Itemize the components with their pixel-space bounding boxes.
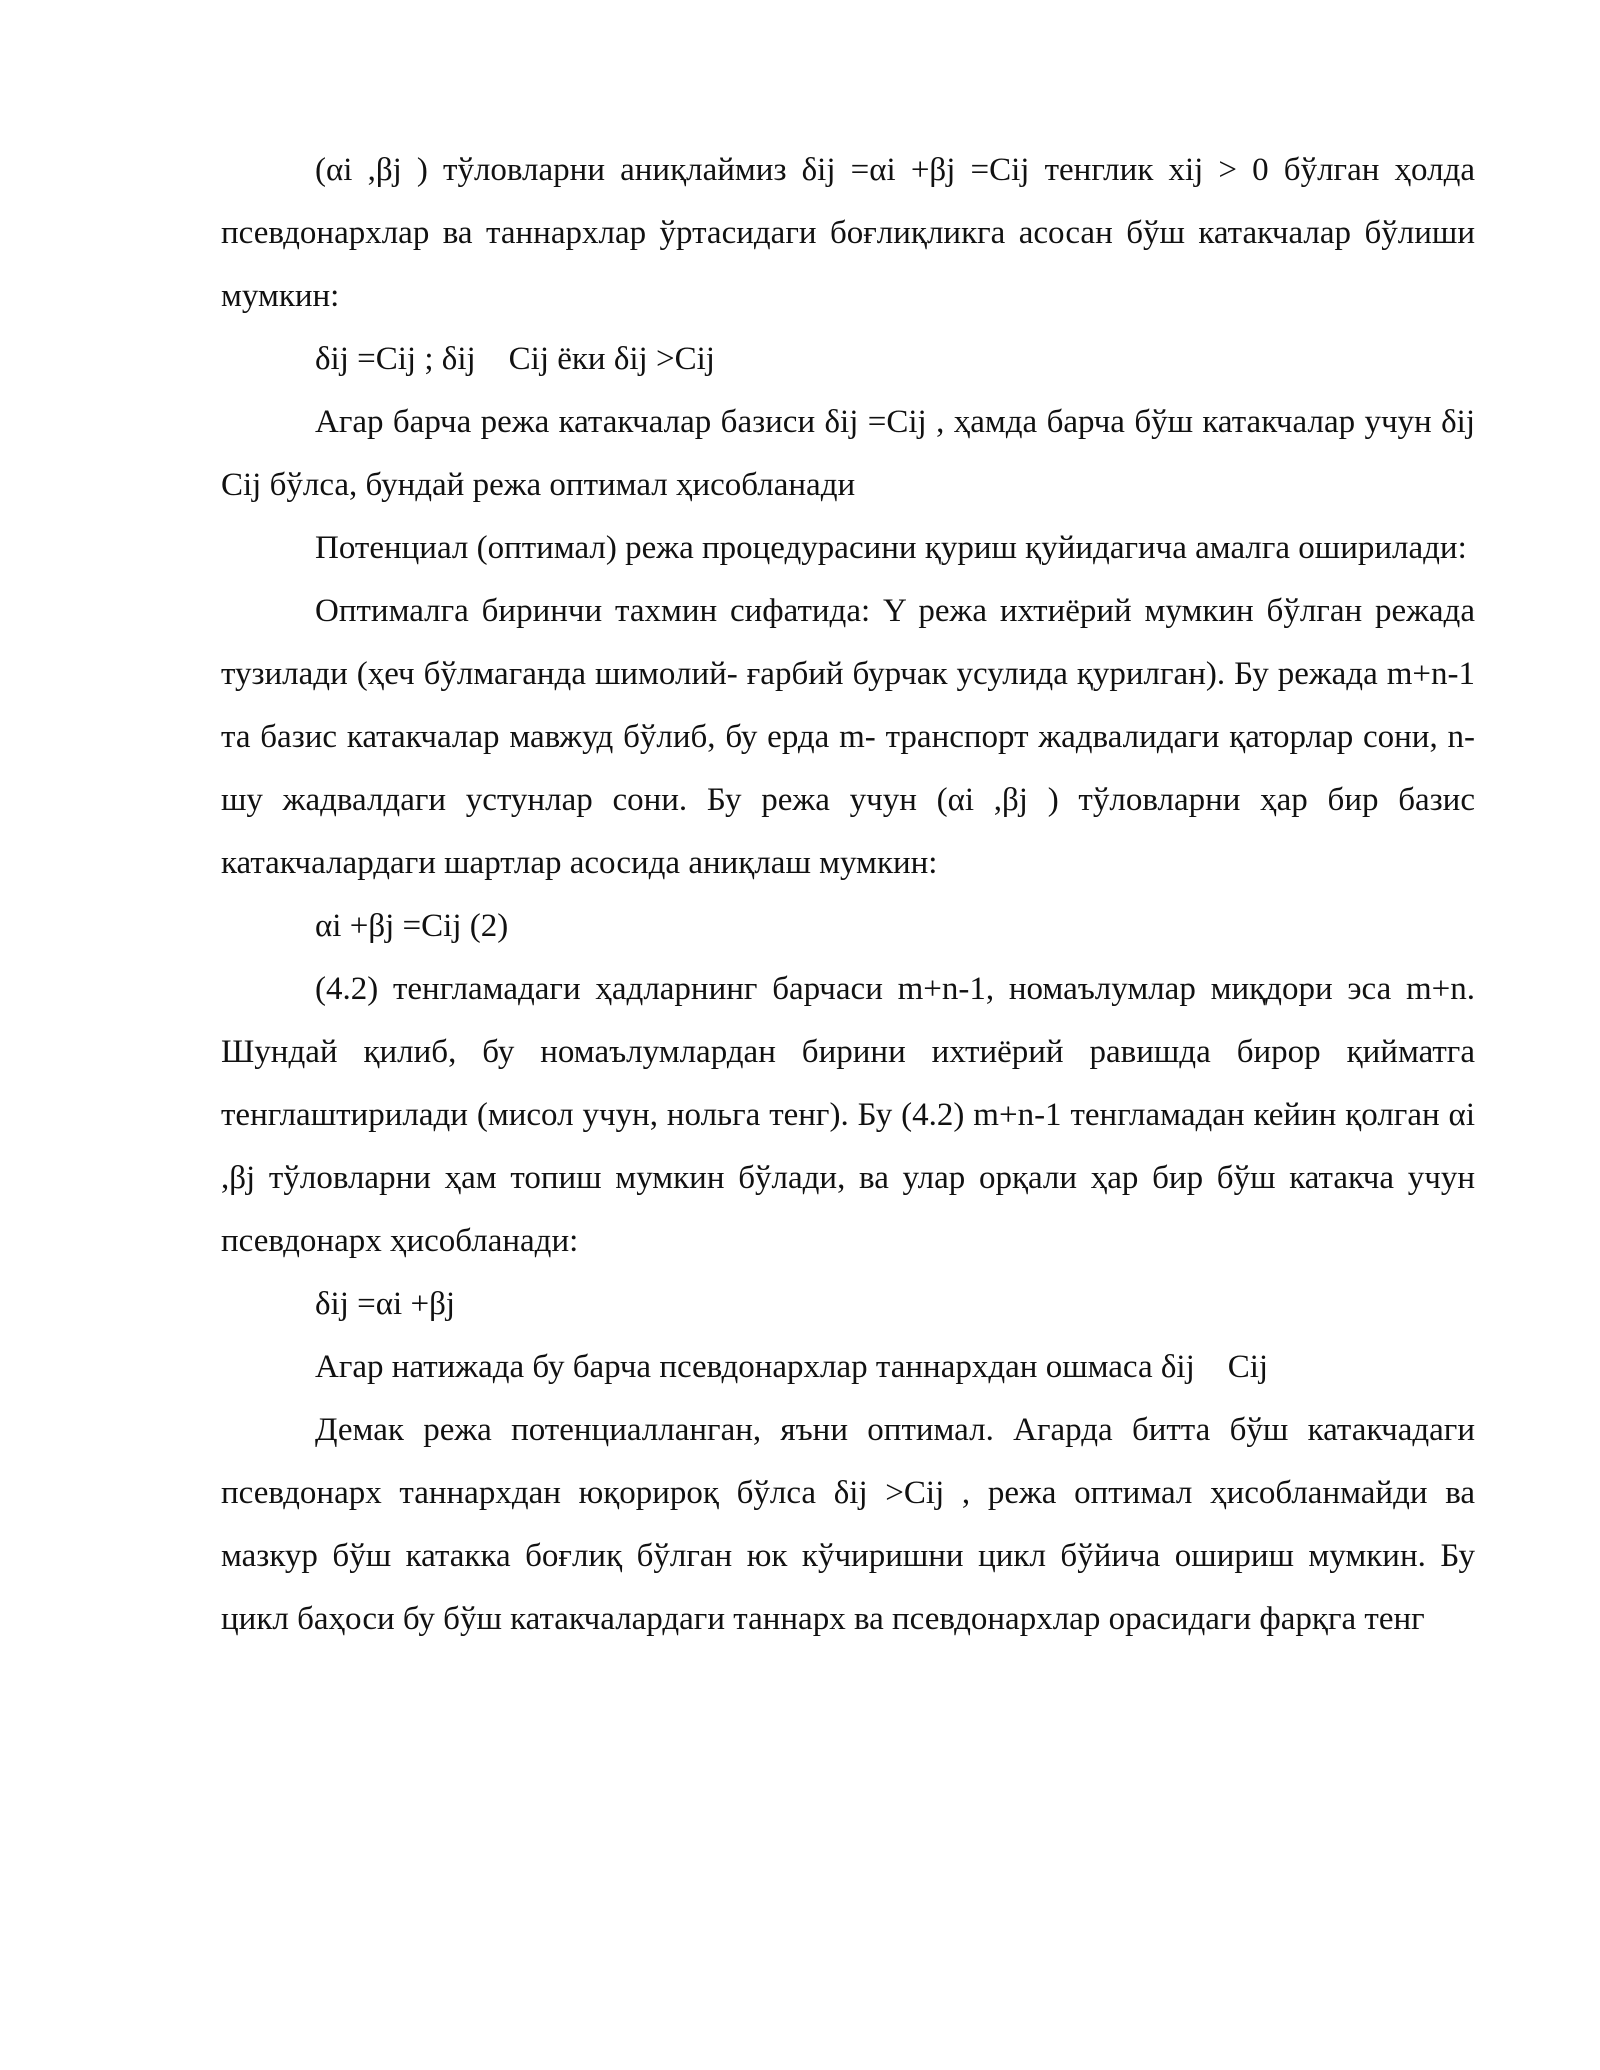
- formula-equation-2: αi +βj =Cij (2): [315, 908, 509, 944]
- paragraph-conclusion: Демак режа потенциалланган, яъни оптимал. Агарда битта бўш катакчадаги псевдонарх таннархдан юқорироқ бўлса δij >Cij , режа оптимал ҳисобланмайди ва мазкур бўш катакка боғлиқ бўлган юк кўчиришни цикл бўйича ошириш мумкин. Бу цикл баҳоси бу бўш катакчалардаги таннарх ва псевдонархлар орасидаги фарқга тенг: [221, 1412, 1475, 1637]
- paragraph-payments-definition: (αi ,βj ) тўловларни аниқлаймиз δij =αi +βj =Cij тенглик xij > 0 бўлган ҳолда псевдонархлар ва таннархлар ўртасидаги боғлиқликга асосан бўш катакчалар бўлиши мумкин:: [221, 152, 1475, 314]
- formula-cell-conditions: δij =Cij ; δij Cij ёки δij >Cij: [315, 341, 715, 377]
- document-body: [221, 139, 1508, 1651]
- paragraph-if-not-exceed: Агар натижада бу барча псевдонархлар таннархдан ошмаса δij Cij: [315, 1349, 1269, 1385]
- paragraph-initial-plan: Оптималга биринчи тахмин сифатида: Y режа ихтиёрий мумкин бўлган режада тузилади (ҳеч бўлмаганда шимолий- ғарбий бурчак усулида қурилган). Бу режада m+n-1 та базис катакчалар мавжуд бўлиб, бу ерда m- транспорт жадвалидаги қаторлар сони, n- шу жадвалдаги устунлар сони. Бу режа учун (αi ,βj ) тўловларни ҳар бир базис катакчалардаги шартлар асосида аниқлаш мумкин:: [221, 593, 1475, 881]
- paragraph-equation-system: (4.2) тенгламадаги ҳадларнинг барчаси m+n-1, номаълумлар миқдори эса m+n. Шундай қилиб, бу номаълумлардан бирини ихтиёрий равишда бирор қийматга тенглаштирилади (мисол учун, нольга тенг). Бу (4.2) m+n-1 тенгламадан кейин қолган αi ,βj тўловларни ҳам топиш мумкин бўлади, ва улар орқали ҳар бир бўш катакча учун псевдонарх ҳисобланади:: [221, 971, 1475, 1259]
- paragraph-optimality-condition: Агар барча режа катакчалар базиси δij =Cij , ҳамда барча бўш катакчалар учун δij Cij бўлса, бундай режа оптимал ҳисобланади: [221, 404, 1508, 503]
- formula-pseudoprice: δij =αi +βj: [315, 1286, 456, 1322]
- paragraph-procedure-intro: Потенциал (оптимал) режа процедурасини қуриш қуйидагича амалга оширилади:: [315, 530, 1467, 566]
